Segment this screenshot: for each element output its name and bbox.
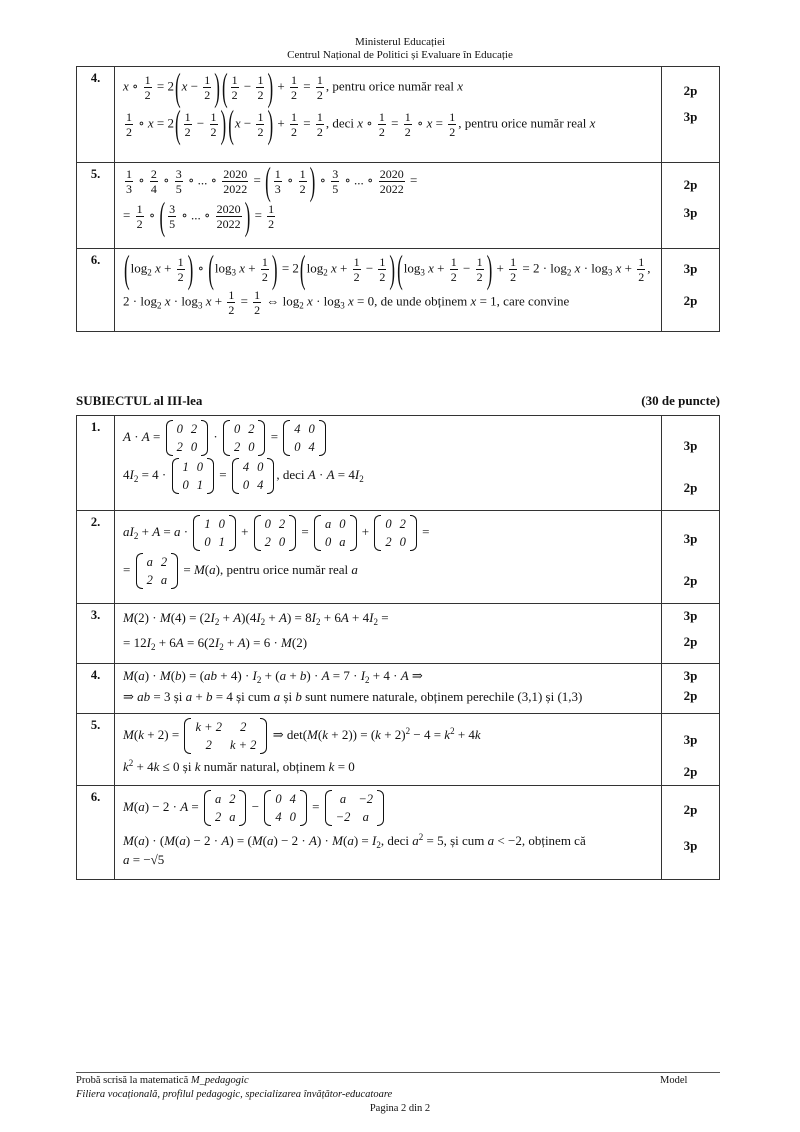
item-solution: ($\log_2$ x + $\frac{1}{2}$ ) ∘ ($\log_3$ x + $\frac{1}{2}$ ) = $2(\log_2$ x + $\frac{1}{2}$ − $\frac{1}{2}$ ) ($\log_3$ x + $\frac{1}{2}$ − $\frac{1}{2}$ ) + $\frac{1}{2}$ = $2 \cdot \log_2 x \cdot \log_3 x$ + $\frac{1}{2}$ , $2 \cdot \log_2 x \cdot \log_3 x$ + $\frac{1}{2}$ = $\frac{1}{2}$ ⇔ $\log_2 x \cdot \log_3 x = 0$, de unde obținem x = 1, care convine <box>115 249 662 332</box>
item-number: 5. <box>77 163 115 249</box>
footer-specialization: Filiera vocațională, profilul pedagogic, specializarea învățător-educatoare <box>76 1089 393 1100</box>
section3-table <box>76 415 720 880</box>
table-row <box>77 604 720 664</box>
item-number: 4. <box>77 664 115 714</box>
item-number: 4. <box>77 67 115 163</box>
item-points: 3p 2p <box>662 664 720 714</box>
item-points: 3p 2p <box>662 604 720 664</box>
item-points: 3p 2p <box>662 714 720 786</box>
table-row <box>77 416 720 511</box>
table-row <box>77 714 720 786</box>
footer-divider <box>76 1072 720 1073</box>
item-solution: $M(2) \cdot M(4) = (2I_2 + A)(4I_2 + A) = 8I_2 + 6A + 4I_2$ = = $12I_2 + 6A = 6(2I_2 + A) = 6 \cdot M(2)$ <box>115 604 662 664</box>
footer-exam: Probă scrisă la matematică M_pedagogic <box>76 1075 249 1086</box>
table-row <box>77 511 720 604</box>
item-number: 5. <box>77 714 115 786</box>
item-solution: A · A = 0 2 2 0 · 0 2 2 0 = 4 0 0 4 $4I_2 = 4$ · 1 0 0 1 = 4 0 0 4 , deci $A \cdot A = 4I_2$ <box>115 416 662 511</box>
item-points: 3p 2p <box>662 416 720 511</box>
footer-page: Pagina 2 din 2 <box>369 1103 431 1114</box>
item-solution: x ∘ $\frac{1}{2}$ = 2(x − $\frac{1}{2}$ ) ( $\frac{1}{2}$ − $\frac{1}{2}$ ) + $\frac{1}{2}$ = $\frac{1}{2}$ , pentru orice număr real x $\frac{1}{2}$ ∘ x = 2( $\frac{1}{2}$ − $\frac{1}{2}$ ) (x − $\frac{1}{2}$ ) + $\frac{1}{2}$ = $\frac{1}{2}$ , deci x ∘ $\frac{1}{2}$ = $\frac{1}{2}$ ∘ x = $\frac{1}{2}$ , pentru orice număr real x <box>115 67 662 163</box>
item-points: 2p 3p <box>662 786 720 880</box>
item-solution: $M(a) \cdot M(b) = (ab + 4) \cdot I_2 + (a + b) \cdot A = 7 \cdot I_2 + 4 \cdot A$ ⇒ ⇒ ab = 3 și a + b = 4 și cum a și b sunt numere naturale, obținem perechile (3,1) și (1,3) <box>115 664 662 714</box>
item-solution: $aI_2 + A = a$ · 1 0 0 1 + 0 2 2 0 = a 0 0 a + 0 2 2 0 = = a 2 2 a = M(a), pentru orice număr real a <box>115 511 662 604</box>
header-ministry: Ministerul Educației <box>354 36 446 48</box>
table-row <box>77 664 720 714</box>
table-row <box>77 163 720 249</box>
section-title: SUBIECTUL al III-lea <box>76 393 203 408</box>
footer-model: Model <box>660 1075 688 1086</box>
item-solution: M(a) − 2 · A = a 2 2 a − 0 4 4 0 = a −2 −2 a $M(a) \cdot (M(a) - 2 \cdot A) = (M(a) - 2 \cdot A) \cdot M(a) = I_2$, deci $a^2 = 5$, și cum a < −2, obținem că a = −√5 <box>115 786 662 880</box>
header-center: Centrul Național de Politici și Evaluare în Educație <box>287 49 513 61</box>
item-number: 6. <box>77 786 115 880</box>
item-solution: M(k + 2) = k + 2 2 2 k + 2 ⇒ $\det(M(k + 2)) = (k + 2)^2 - 4 = k^2 + 4k$ $k^2 + 4k \le 0$ și k număr natural, obținem k = 0 <box>115 714 662 786</box>
item-number: 6. <box>77 249 115 332</box>
item-points: 3p 2p <box>662 511 720 604</box>
item-number: 2. <box>77 511 115 604</box>
section2-table <box>76 66 720 332</box>
table-row <box>77 786 720 880</box>
item-solution: $\frac{1}{3}$ ∘ $\frac{2}{4}$ ∘ $\frac{3}{5}$ ∘ ... ∘ $\frac{2020}{2022}$ = ( $\frac{1}{3}$ ∘ $\frac{1}{2}$ ) ∘ $\frac{3}{5}$ ∘ ... ∘ $\frac{2020}{2022}$ = = $\frac{1}{2}$ ∘ ( $\frac{3}{5}$ ∘ ... ∘ $\frac{2020}{2022}$ ) = $\frac{1}{2}$ <box>115 163 662 249</box>
section-score: (30 de puncte) <box>641 393 720 408</box>
item-points: 2p 3p <box>662 163 720 249</box>
item-number: 1. <box>77 416 115 511</box>
item-points: 2p 3p <box>662 67 720 163</box>
table-row <box>77 67 720 163</box>
item-points: 3p 2p <box>662 249 720 332</box>
table-row <box>77 249 720 332</box>
item-number: 3. <box>77 604 115 664</box>
